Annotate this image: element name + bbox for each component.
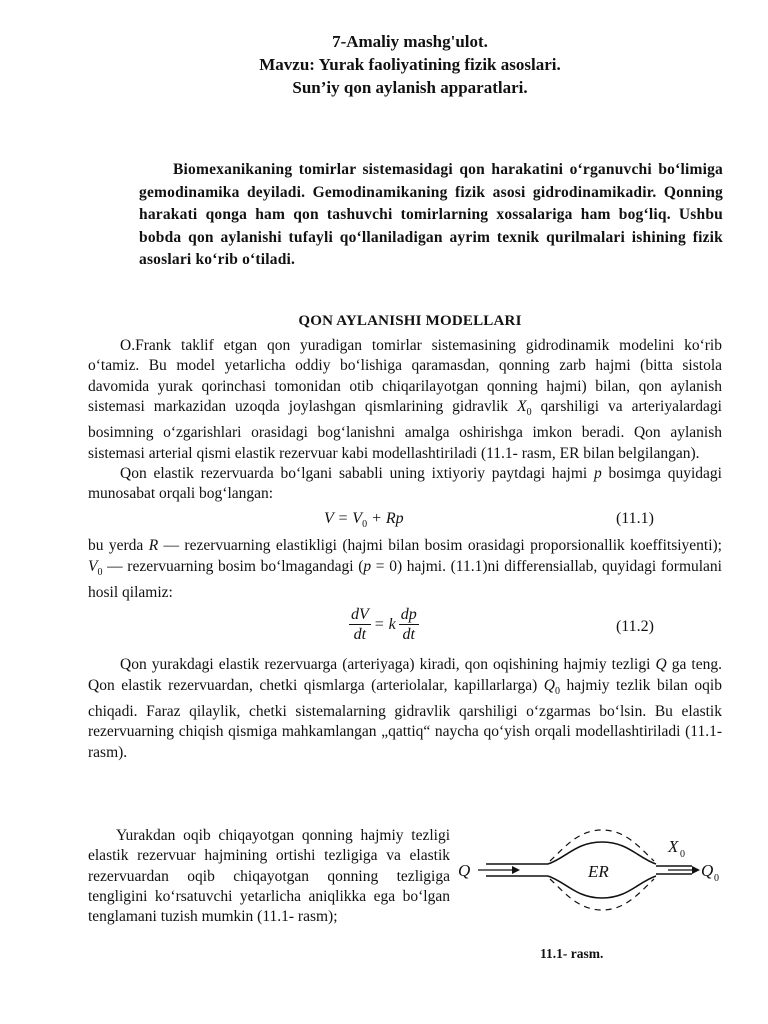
lesson-title: 7-Amaliy mashg'ulot. [332,32,488,51]
paragraph-equation-intro [88,826,450,927]
equation-number: (11.2) [615,618,654,636]
reservoir-top [548,842,656,864]
title-block [90,30,730,99]
formula-expression: $V = V_0 + Rp$ [324,510,404,531]
paragraph-text: O.Frank taklif etgan qon yuradigan tomirlar sistemasining gidrodinamik modelini ko‘rib o‘tamiz. Bu model yetarlicha oddiy bo‘lishiga qaramasdan, qonning zarb hajmi (bitta sistola davomida yurak qorinchasi tomonidan otib chiqarilayotgan qonning hajmi) bilan, qon aylanish sistemasi markazidan uzoqda joylashgan qismlarining gidravlik [88,337,722,415]
p-symbol: p [593,464,602,482]
paragraph-text: Yurakdan oqib chiqayotgan qonning hajmiy tezligi elastik rezervuar hajmining ortishi tezligiga va elastik rezervuardan oqib chiqayotgan qonning tezligiga tengligini ko‘rsatuvchi yetarlicha aniqlikka ega bo‘lgan tenglamani tuzish mumkin (11.1- rasm); [88,827,450,926]
q-symbol: Q [655,656,667,674]
label-x: X [668,837,679,856]
paragraph-text: bosimga quyidagi munosabat orqali bog‘langan: [88,464,722,503]
label-x-sub: 0 [680,849,685,860]
fraction-dv-dt: $\frac{dV}{dt}$ [351,606,369,644]
figure-11-1 [456,828,726,978]
paragraph-text: Qon elastik rezervuarda bo‘lgani sababli uning ixtiyoriy paytdagi hajmi [120,464,594,482]
v0-symbol: $V_0$ [88,557,103,578]
elastic-reservoir-diagram [456,828,726,948]
q0-symbol: $Q_0$ [543,676,560,697]
label-q0: Q [701,861,714,880]
label-er: ER [588,862,609,881]
section-heading: QON AYLANISHI MODELLARI [298,313,522,329]
formula-middle: = k [373,615,396,633]
paragraph-definitions: bu yerda R — rezervuarning elastikligi (hajmi bilan bosim orasidagi proporsionallik koeffitsiyenti); $V_0$ — rezervuarning bosim bo‘lmagandagi (p = 0) hajmi. (11.1)ni differensiallab, quyidagi formulani hosil qilamiz: [88,537,722,602]
paragraph-volume-pressure [88,464,722,505]
label-q: Q [458,861,471,880]
p-symbol: p [363,557,372,575]
figure-caption: 11.1- rasm. [540,946,604,961]
reservoir-expanded-bottom [550,879,654,910]
abstract-text: Biomexanikaning tomirlar sistemasidagi qon harakatini o‘rganuvchi bo‘limiga gemodinamika deyiladi. Gemodinamikaning fizik asosi gidrodinamikadir. Qonning harakati qonga ham qon tashuvchi tomirlarning xossalariga ham bog‘liq. Ushbu bobda qon aylanishi tufayli qo‘llaniladigan ayrim texnik qurilmalari ishining fizik asoslari ko‘rib o‘tiladi. [139,161,723,268]
equation-number: (11.1) [615,510,654,528]
formula-expression [346,605,422,644]
abstract [139,159,723,272]
lesson-topic: Mavzu: Yurak faoliyatining fizik asoslari. [259,55,561,74]
inlet-arrowhead [512,866,520,874]
lesson-subtopic: Sun’iy qon aylanish apparatlari. [292,78,528,97]
bottom-area [88,826,722,976]
reservoir-expanded-top [550,830,654,861]
paragraph-flow: Qon yurakdagi elastik rezervuarga (arteriyaga) kiradi, qon oqishining hajmiy tezligi Q ga teng. Qon elastik rezervuardan, chetki qismlarga (arteriolalar, kapillarlarga) $Q_0$ hajmiy tezlik bilan oqib chiqadi. Faraz qilaylik, chetki sistemalarning gidravlik qarshiligi o‘zgarmas bo‘lsin. Bu elastik rezervuarning chiqish qismiga mahkamlangan „qattiq“ naycha qo‘yish orqali modellashtiriladi (11.1- rasm). [88,656,722,761]
formula-11-2 [88,605,722,653]
label-q0-sub: 0 [714,873,719,884]
body-text [88,336,722,763]
outlet-arrowhead [692,866,700,874]
x0-symbol: $X_0$ [517,397,532,418]
paragraph-frank-model [88,336,722,464]
r-symbol: R [148,537,159,555]
fraction-dp-dt: $\frac{dp}{dt}$ [400,606,417,644]
paragraph-text: qarshiligi va arteriyalardagi bosimning o‘zgarishlari orasidagi bog‘lanishni amalga oshirishga imkon beradi. Qon aylanish sistemasi arterial qismi elastik rezervuar kabi modellashtiriladi (11.1- rasm, ER bilan belgilangan). [88,397,722,462]
formula-11-1 [88,506,722,534]
